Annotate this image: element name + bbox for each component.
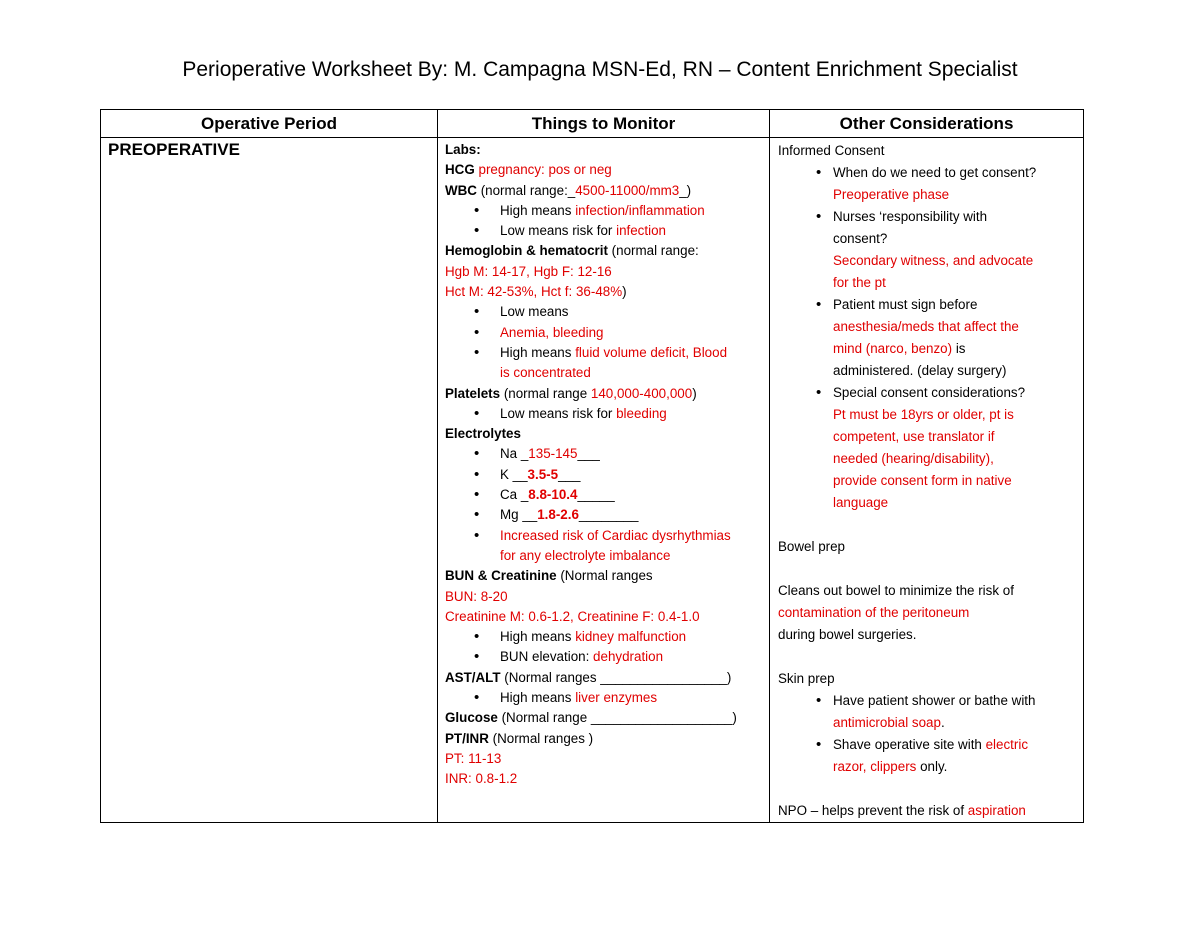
list-item: • High means kidney malfunction (445, 627, 769, 647)
list-item: • K __3.5-5___ (445, 465, 769, 485)
worksheet-table (100, 109, 1084, 823)
list-item: • Shave operative site with electric razor, clippers only. (778, 734, 1083, 778)
list-item: • Mg __1.8-2.6________ (445, 505, 769, 525)
preoperative-row (101, 138, 1084, 823)
list-item: • Low means risk for bleeding (445, 404, 769, 424)
electrolytes-label: Electrolytes (445, 426, 521, 442)
skin-heading: Skin prep (778, 671, 835, 686)
list-item: • Low means risk for infection (445, 221, 769, 241)
skin-list (778, 690, 1083, 778)
list-item: • When do we need to get consent? Preoperative phase (778, 162, 1083, 206)
hcg-line: HCG pregnancy: pos or neg (445, 162, 612, 178)
glucose-line: Glucose (Normal range ___________________) (445, 710, 737, 726)
other-cell (770, 138, 1084, 823)
list-item: • Ca _8.8-10.4_____ (445, 485, 769, 505)
header-row (101, 110, 1084, 138)
header-other-considerations: Other Considerations (770, 110, 1084, 138)
list-item: • Patient must sign before anesthesia/meds that affect the mind (narco, benzo) is administered. (delay surgery) (778, 294, 1083, 382)
list-item: • High means liver enzymes (445, 688, 769, 708)
list-item: • Nurses ‘responsibility with consent? Secondary witness, and advocate for the pt (778, 206, 1083, 294)
platelets-line: Platelets (normal range 140,000-400,000) (445, 385, 697, 401)
hh-line: Hemoglobin & hematocrit (normal range: (445, 243, 699, 259)
bun-list (445, 627, 769, 668)
list-item: • Increased risk of Cardiac dysrhythmias for any electrolyte imbalance (445, 526, 769, 567)
pt-range: PT: 11-13 (445, 750, 502, 766)
hct-line: Hct M: 42-53%, Hct f: 36-48%) (445, 284, 627, 300)
list-item: • High means fluid volume deficit, Blood is concentrated (445, 343, 769, 384)
npo-line: NPO – helps prevent the risk of aspiration (778, 803, 1026, 818)
labs-label: Labs: (445, 142, 481, 157)
list-item: • Anemia, bleeding (445, 323, 769, 343)
period-cell (101, 138, 438, 823)
list-item: • Na _135-145___ (445, 444, 769, 464)
header-operative-period: Operative Period (101, 110, 438, 138)
monitor-cell (438, 138, 770, 823)
list-item: • Special consent considerations? Pt must be 18yrs or older, pt is competent, use translator if needed (hearing/disability), provide consent form in native language (778, 382, 1083, 514)
period-label: PREOPERATIVE (108, 140, 240, 159)
list-item: • BUN elevation: dehydration (445, 647, 769, 667)
ast-line: AST/ALT (Normal ranges _________________) (445, 669, 732, 685)
list-item: • Low means (445, 302, 769, 322)
bowel-answer: contamination of the peritoneum (778, 605, 970, 620)
header-things-to-monitor: Things to Monitor (438, 110, 770, 138)
hh-list (445, 302, 769, 383)
wbc-line: WBC (normal range:_4500-11000/mm3_) (445, 182, 692, 198)
list-item: • Have patient shower or bathe with antimicrobial soap. (778, 690, 1083, 734)
inr-range: INR: 0.8-1.2 (445, 771, 518, 787)
bowel-heading: Bowel prep (778, 539, 845, 554)
list-item: • High means infection/inflammation (445, 201, 769, 221)
consent-list (778, 162, 1083, 514)
document-title: Perioperative Worksheet By: M. Campagna MSN-Ed, RN – Content Enrichment Specialist (182, 58, 1018, 81)
bun-line: BUN & Creatinine (Normal ranges (445, 568, 653, 584)
electrolytes-list (445, 444, 769, 566)
hgb-range: Hgb M: 14-17, Hgb F: 12-16 (445, 263, 612, 279)
consent-heading: Informed Consent (778, 143, 885, 158)
creatinine-range: Creatinine M: 0.6-1.2, Creatinine F: 0.4-1.0 (445, 608, 700, 624)
ast-list (445, 688, 769, 708)
bowel-line-1: Cleans out bowel to minimize the risk of (778, 583, 1014, 598)
bun-range: BUN: 8-20 (445, 588, 508, 604)
pt-line: PT/INR (Normal ranges ) (445, 730, 594, 746)
bowel-line-2: during bowel surgeries. (778, 627, 917, 642)
wbc-list (445, 201, 769, 242)
platelets-list (445, 404, 769, 424)
